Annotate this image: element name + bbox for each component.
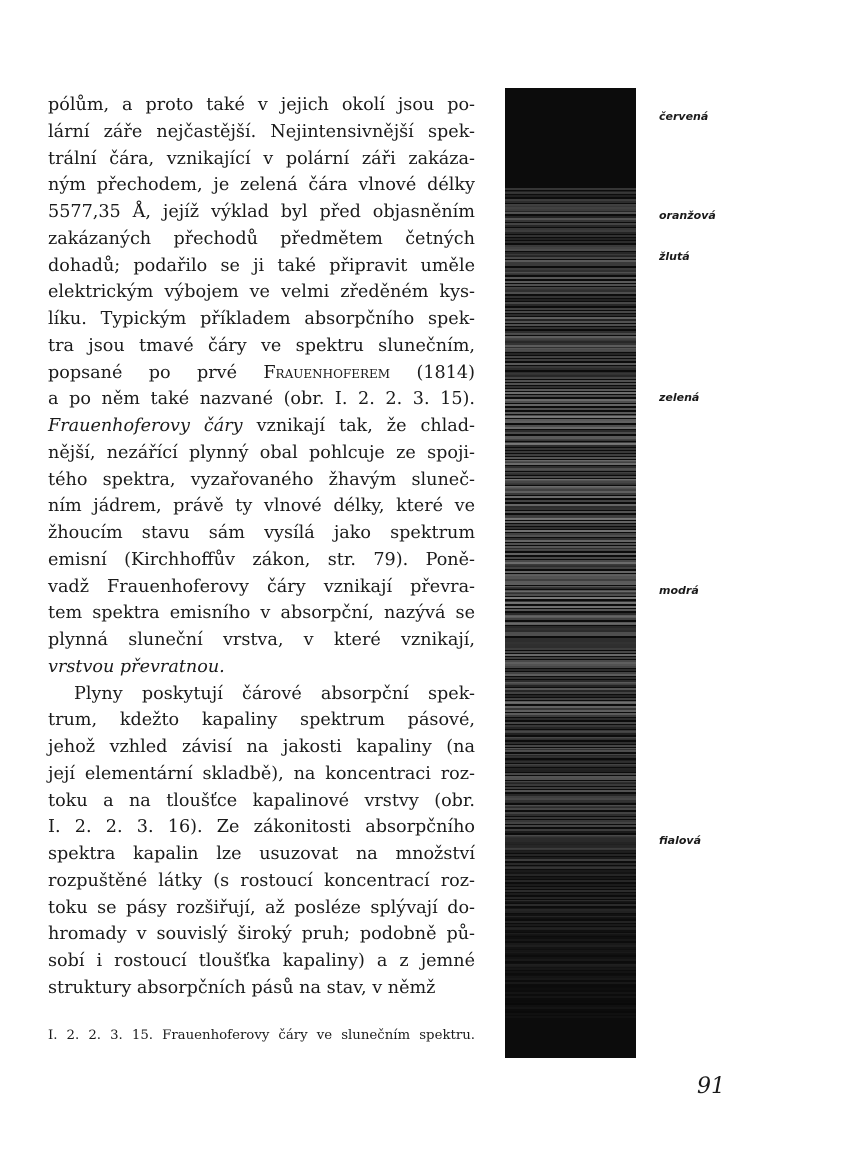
- label-violet: fialová: [659, 834, 702, 847]
- text-line: toku se pásy rozšiřují, až posléze splývají do-: [48, 897, 475, 918]
- text-line: hromady v souvislý široký pruh; podobně pů-: [48, 924, 475, 945]
- text-line: žhoucím stavu sám vysílá jako spektrum: [48, 523, 475, 543]
- text-line: tého spektra, vyzařovaného žhavým sluneč-: [48, 469, 475, 490]
- text-line: lární záře nejčastější. Nejintensivnější spek-: [48, 121, 475, 142]
- text-line: Frauenhoferovy čáry vznikají tak, že chlad-: [48, 416, 475, 436]
- label-blue: modrá: [659, 584, 699, 597]
- text-line: zakázaných přechodů předmětem četných: [48, 228, 475, 249]
- text-line: líku. Typickým příkladem absorpčního spek-: [48, 309, 475, 329]
- text-line: jehož vzhled závisí na jakosti kapaliny (na: [48, 737, 475, 757]
- text-line: Plyny poskytují čárové absorpční spek-: [74, 683, 475, 704]
- text-line: dohadů; podařilo se ji také připravit uměle: [48, 255, 475, 276]
- text-line: toku a na tloušťce kapalinové vrstvy (obr.: [48, 790, 475, 811]
- text-line: plynná sluneční vrstva, v které vznikají,: [48, 630, 475, 650]
- figure-caption: I. 2. 2. 3. 15. Frauenhoferovy čáry ve slunečním spektru.: [48, 1028, 475, 1043]
- label-yellow: žlutá: [659, 250, 690, 263]
- label-green: zelená: [659, 391, 700, 404]
- page-number: 91: [697, 1074, 725, 1099]
- text-line: trální čára, vznikající v polární záři zakáza-: [48, 148, 475, 169]
- label-orange: oranžová: [659, 209, 716, 222]
- text-line: I. 2. 2. 3. 16). Ze zákonitosti absorpčního: [48, 817, 475, 838]
- text-line: a po něm také nazvané (obr. I. 2. 2. 3. 15).: [48, 389, 475, 410]
- label-red: červená: [659, 110, 709, 123]
- text-line: nější, nezářící plynný obal pohlcuje ze spoji-: [48, 442, 475, 463]
- text-line: struktury absorpčních pásů na stav, v němž: [48, 977, 436, 998]
- text-line: spektra kapalin lze usuzovat na množství: [48, 844, 475, 864]
- spectrum-figure: [505, 88, 636, 1058]
- text-line: sobí i rostoucí tloušťka kapaliny) a z jemné: [48, 951, 475, 971]
- text-line: rozpuštěné látky (s rostoucí koncentrací roz-: [48, 870, 475, 891]
- text-line: její elementární skladbě), na koncentraci roz-: [48, 763, 475, 784]
- text-line: ním jádrem, právě ty vlnové délky, které ve: [48, 496, 475, 517]
- text-line: popsané po prvé Frauenhoferem (1814): [48, 362, 475, 383]
- body-text: [48, 92, 475, 1002]
- text-line: tem spektra emisního v absorpční, nazývá se: [48, 603, 475, 624]
- text-line: tra jsou tmavé čáry ve spektru slunečním,: [48, 335, 475, 356]
- text-line: vrstvou převratnou.: [48, 656, 225, 677]
- text-line: trum, kdežto kapaliny spektrum pásové,: [48, 710, 475, 731]
- text-line: pólům, a proto také v jejich okolí jsou po-: [48, 95, 475, 115]
- text-line: emisní (Kirchhoffův zákon, str. 79). Poně-: [48, 549, 475, 570]
- text-line: vadž Frauenhoferovy čáry vznikají převra-: [48, 576, 475, 597]
- text-line: elektrickým výbojem ve velmi zředěném kys-: [48, 282, 475, 303]
- text-line: ným přechodem, je zelená čára vlnové délky: [48, 175, 475, 196]
- text-line: 5577,35 Å, jejíž výklad byl před objasněním: [48, 202, 475, 222]
